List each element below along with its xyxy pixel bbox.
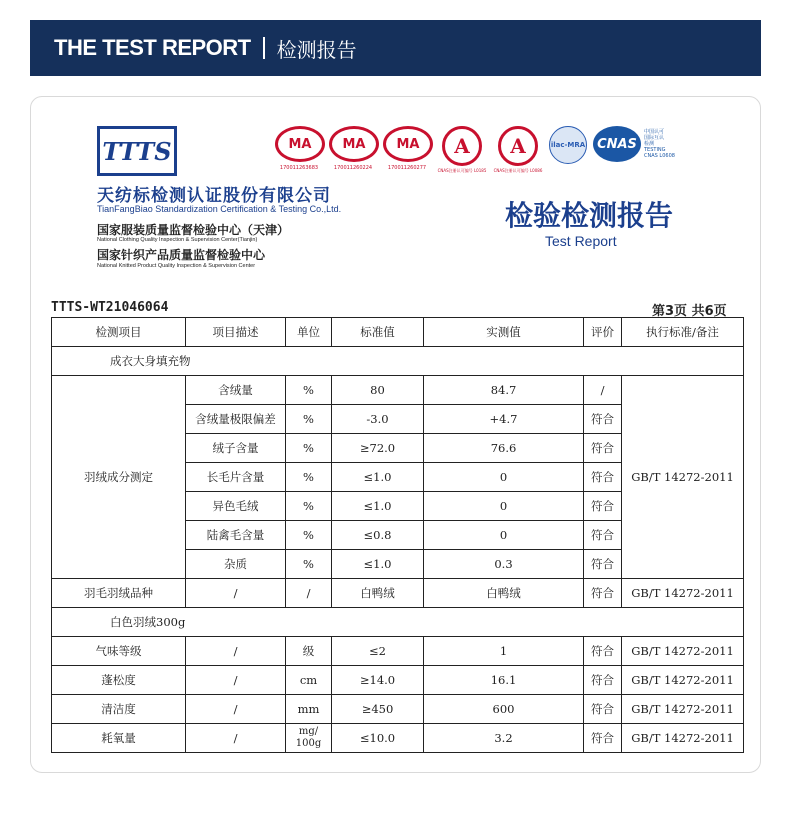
standard-cell: GB/T 14272-2011 bbox=[622, 637, 744, 666]
standard-value-cell: 白鸭绒 bbox=[332, 579, 424, 608]
banner-divider bbox=[263, 37, 265, 59]
a-mark: A bbox=[442, 126, 482, 166]
item-cell: 耗氧量 bbox=[52, 724, 186, 753]
header-cell: 执行标准/备注 bbox=[622, 318, 744, 347]
unit-line: 100g bbox=[295, 738, 322, 749]
standard-value-cell: -3.0 bbox=[332, 405, 424, 434]
desc-cell: 绒子含量 bbox=[186, 434, 286, 463]
standard-value-cell: ≥72.0 bbox=[332, 434, 424, 463]
standard-value-cell: ≤1.0 bbox=[332, 492, 424, 521]
a-caption: CNAS注册认可编号 L0185 bbox=[437, 168, 487, 173]
evaluation-cell: 符合 bbox=[584, 550, 622, 579]
desc-cell: 杂质 bbox=[186, 550, 286, 579]
measured-value-cell: 600 bbox=[424, 695, 584, 724]
desc-cell: / bbox=[186, 724, 286, 753]
evaluation-cell: / bbox=[584, 376, 622, 405]
desc-cell: 含绒量 bbox=[186, 376, 286, 405]
desc-cell: 长毛片含量 bbox=[186, 463, 286, 492]
group-standard: GB/T 14272-2011 bbox=[622, 376, 744, 579]
standard-cell: GB/T 14272-2011 bbox=[622, 579, 744, 608]
cma-logo bbox=[275, 126, 323, 171]
desc-cell: 陆禽毛含量 bbox=[186, 521, 286, 550]
cma-mark: MA bbox=[329, 126, 379, 162]
standard-value-cell: ≤1.0 bbox=[332, 550, 424, 579]
unit-cell bbox=[286, 724, 332, 753]
company-name-en: TianFangBiao Standardization Certification & Testing Co.,Ltd. bbox=[97, 204, 342, 214]
table-row bbox=[52, 666, 744, 695]
ttts-logo-text: TTTS bbox=[102, 136, 172, 166]
desc-cell: 异色毛绒 bbox=[186, 492, 286, 521]
cnas-caption-line: 国际互认 bbox=[644, 135, 665, 141]
cnas-caption-line: TESTING bbox=[644, 147, 666, 153]
desc-cell: / bbox=[186, 579, 286, 608]
accreditation-a-logo bbox=[437, 126, 487, 174]
knitted-center-en: National Knitted Product Quality Inspection & Supervision Center bbox=[97, 263, 256, 269]
evaluation-cell: 符合 bbox=[584, 724, 622, 753]
evaluation-cell: 符合 bbox=[584, 492, 622, 521]
cnas-caption bbox=[644, 129, 684, 159]
evaluation-cell: 符合 bbox=[584, 666, 622, 695]
unit-cell: % bbox=[286, 405, 332, 434]
cma-number: 170011263683 bbox=[279, 165, 319, 171]
evaluation-cell: 符合 bbox=[584, 695, 622, 724]
table-row bbox=[52, 724, 744, 753]
evaluation-cell: 符合 bbox=[584, 637, 622, 666]
company-name-cn: 天纺标检测认证股份有限公司 bbox=[97, 186, 331, 206]
item-cell: 清洁度 bbox=[52, 695, 186, 724]
unit-cell: / bbox=[286, 579, 332, 608]
report-title-cn: 检验检测报告 bbox=[505, 199, 674, 232]
cma-mark: MA bbox=[275, 126, 325, 162]
standard-cell: GB/T 14272-2011 bbox=[622, 666, 744, 695]
header-cell: 评价 bbox=[584, 318, 622, 347]
report-number: TTTS-WT21046064 bbox=[51, 300, 169, 315]
section-row bbox=[52, 608, 744, 637]
cma-logo bbox=[383, 126, 431, 171]
section-title: 白色羽绒300g bbox=[52, 608, 744, 637]
desc-cell: 含绒量极限偏差 bbox=[186, 405, 286, 434]
measured-value-cell: 76.6 bbox=[424, 434, 584, 463]
accreditation-a-logo bbox=[493, 126, 543, 174]
unit-cell: % bbox=[286, 376, 332, 405]
group-label: 羽绒成分测定 bbox=[52, 376, 186, 579]
unit-cell: 级 bbox=[286, 637, 332, 666]
cnas-caption-line: 中国认可 bbox=[644, 129, 665, 135]
table-row bbox=[52, 695, 744, 724]
banner-title-cn: 检测报告 bbox=[276, 37, 357, 62]
certification-logos bbox=[275, 126, 684, 176]
desc-cell: / bbox=[186, 666, 286, 695]
unit-cell: mm bbox=[286, 695, 332, 724]
table-header-row bbox=[52, 318, 744, 347]
standard-value-cell: ≤10.0 bbox=[332, 724, 424, 753]
standard-value-cell: ≥450 bbox=[332, 695, 424, 724]
header-cell: 实测值 bbox=[424, 318, 584, 347]
section-title: 成衣大身填充物 bbox=[52, 347, 744, 376]
ttts-logo bbox=[97, 126, 177, 176]
title-banner bbox=[30, 20, 761, 76]
cnas-mark: CNAS bbox=[593, 126, 641, 162]
unit-cell: % bbox=[286, 521, 332, 550]
measured-value-cell: 0 bbox=[424, 463, 584, 492]
measured-value-cell: 1 bbox=[424, 637, 584, 666]
evaluation-cell: 符合 bbox=[584, 405, 622, 434]
cnas-logo bbox=[593, 126, 684, 162]
test-results-table bbox=[51, 317, 744, 753]
measured-value-cell: 0 bbox=[424, 521, 584, 550]
header-cell: 单位 bbox=[286, 318, 332, 347]
banner-title-en: THE TEST REPORT bbox=[54, 35, 251, 60]
section-row bbox=[52, 347, 744, 376]
unit-cell: % bbox=[286, 463, 332, 492]
standard-cell: GB/T 14272-2011 bbox=[622, 695, 744, 724]
evaluation-cell: 符合 bbox=[584, 463, 622, 492]
unit-cell: cm bbox=[286, 666, 332, 695]
unit-cell: % bbox=[286, 492, 332, 521]
a-mark: A bbox=[498, 126, 538, 166]
measured-value-cell: 白鸭绒 bbox=[424, 579, 584, 608]
evaluation-cell: 符合 bbox=[584, 521, 622, 550]
measured-value-cell: 84.7 bbox=[424, 376, 584, 405]
desc-cell: / bbox=[186, 695, 286, 724]
measured-value-cell: 0.3 bbox=[424, 550, 584, 579]
unit-line: mg/ bbox=[298, 726, 319, 737]
measured-value-cell: +4.7 bbox=[424, 405, 584, 434]
clothing-center-cn: 国家服装质量监督检验中心（天津） bbox=[97, 223, 290, 237]
measured-value-cell: 16.1 bbox=[424, 666, 584, 695]
measured-value-cell: 3.2 bbox=[424, 724, 584, 753]
cma-mark: MA bbox=[383, 126, 433, 162]
cma-logo bbox=[329, 126, 377, 171]
item-cell: 羽毛羽绒品种 bbox=[52, 579, 186, 608]
header-cell: 标准值 bbox=[332, 318, 424, 347]
cnas-caption-line: 检测 bbox=[644, 141, 655, 147]
cnas-caption-line: CNAS L0608 bbox=[644, 153, 675, 159]
table-row bbox=[52, 376, 744, 405]
report-title-en: Test Report bbox=[545, 233, 617, 249]
unit-cell: % bbox=[286, 434, 332, 463]
item-cell: 气味等级 bbox=[52, 637, 186, 666]
standard-cell: GB/T 14272-2011 bbox=[622, 724, 744, 753]
table-row bbox=[52, 579, 744, 608]
standard-value-cell: ≤0.8 bbox=[332, 521, 424, 550]
clothing-center-en: National Clothing Quality Inspection & Supervision Center(Tianjin) bbox=[97, 237, 258, 243]
standard-value-cell: 80 bbox=[332, 376, 424, 405]
table-row bbox=[52, 637, 744, 666]
cma-number: 170011260224 bbox=[333, 165, 373, 171]
item-cell: 蓬松度 bbox=[52, 666, 186, 695]
header-cell: 检测项目 bbox=[52, 318, 186, 347]
unit-cell: % bbox=[286, 550, 332, 579]
knitted-center-cn: 国家针织产品质量监督检验中心 bbox=[97, 248, 266, 262]
header-cell: 项目描述 bbox=[186, 318, 286, 347]
standard-value-cell: ≤1.0 bbox=[332, 463, 424, 492]
standard-value-cell: ≥14.0 bbox=[332, 666, 424, 695]
evaluation-cell: 符合 bbox=[584, 434, 622, 463]
ilac-mra-logo: ilac-MRA bbox=[549, 126, 587, 164]
cma-number: 170011260277 bbox=[387, 165, 427, 171]
a-caption: CNAS注册认可编号 L0086 bbox=[493, 168, 543, 173]
standard-value-cell: ≤2 bbox=[332, 637, 424, 666]
page-number: 第3页 共6页 bbox=[652, 304, 727, 319]
measured-value-cell: 0 bbox=[424, 492, 584, 521]
evaluation-cell: 符合 bbox=[584, 579, 622, 608]
desc-cell: / bbox=[186, 637, 286, 666]
